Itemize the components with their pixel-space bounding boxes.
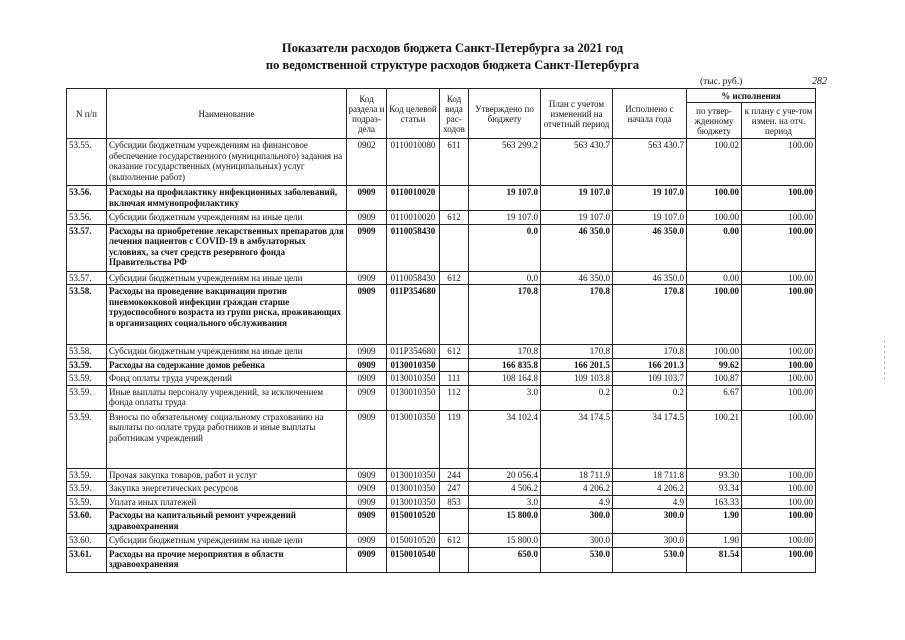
- cell-plan: 563 430.7: [541, 139, 613, 186]
- cell-pct-plan: 100.00: [742, 410, 816, 468]
- cell-pct-plan: 100.00: [742, 534, 816, 548]
- cell-statya: 0130010350: [387, 495, 440, 509]
- cell-plan: 46 350.0: [541, 224, 613, 271]
- cell-num: 53.56.: [67, 211, 107, 225]
- cell-num: 53.59.: [67, 410, 107, 468]
- cell-pct-approved: 93.30: [687, 468, 742, 482]
- cell-vid: [440, 186, 469, 211]
- cell-razdel: 0909: [347, 186, 387, 211]
- cell-executed: 0.2: [613, 385, 687, 410]
- cell-vid: 612: [440, 271, 469, 285]
- cell-executed: 109 103.7: [613, 372, 687, 386]
- page-number: 282: [812, 76, 827, 87]
- cell-executed: 18 711.8: [613, 468, 687, 482]
- cell-pct-approved: 0.00: [687, 224, 742, 271]
- cell-name: Субсидии бюджетным учреждениям на иные цели: [107, 534, 347, 548]
- cell-plan: 166 201.5: [541, 358, 613, 372]
- cell-pct-approved: 100.87: [687, 372, 742, 386]
- cell-name: Расходы на профилактику инфекционных заболеваний, включая иммунопрофилактику: [107, 186, 347, 211]
- cell-num: 53.56.: [67, 186, 107, 211]
- table-row: [67, 271, 816, 285]
- cell-plan: 530.0: [541, 547, 613, 572]
- table-row: [67, 211, 816, 225]
- cell-name: Уплата иных платежей: [107, 495, 347, 509]
- cell-vid: 111: [440, 372, 469, 386]
- cell-executed: 19 107.0: [613, 186, 687, 211]
- table-row: [67, 468, 816, 482]
- cell-vid: 112: [440, 385, 469, 410]
- cell-statya: 0150010520: [387, 509, 440, 534]
- cell-pct-plan: 100.00: [742, 482, 816, 496]
- cell-statya: 0150010540: [387, 547, 440, 572]
- cell-pct-plan: 100.00: [742, 186, 816, 211]
- cell-plan: 300.0: [541, 534, 613, 548]
- cell-razdel: 0909: [347, 468, 387, 482]
- cell-plan: 4 206.2: [541, 482, 613, 496]
- header-name: Наименование: [107, 89, 347, 139]
- cell-executed: 46 350.0: [613, 224, 687, 271]
- table-row: [67, 139, 816, 186]
- table-row: [67, 285, 816, 345]
- cell-executed: 4.9: [613, 495, 687, 509]
- cell-name: Расходы на приобретение лекарственных препаратов для лечения пациентов с COVID-19 в амбулаторных условиях, за счет средств резервного фонда Правительства РФ: [107, 224, 347, 271]
- cell-razdel: 0909: [347, 285, 387, 345]
- cell-pct-approved: 100.00: [687, 211, 742, 225]
- cell-approved: 166 835.8: [469, 358, 541, 372]
- document-title-line-1: Показатели расходов бюджета Санкт-Петербурга за 2021 год: [281, 41, 624, 55]
- cell-approved: 34 102.4: [469, 410, 541, 468]
- cell-name: Субсидии бюджетным учреждениям на финансовое обеспечение государственного (муниципального) задания на оказание государственных (муниципальных) услуг (выполнение работ): [107, 139, 347, 186]
- cell-executed: 34 174.5: [613, 410, 687, 468]
- cell-vid: [440, 224, 469, 271]
- cell-num: 53.61.: [67, 547, 107, 572]
- cell-razdel: 0909: [347, 410, 387, 468]
- cell-pct-plan: 100.00: [742, 224, 816, 271]
- table-row: [67, 509, 816, 534]
- cell-pct-approved: 1.90: [687, 509, 742, 534]
- cell-approved: 650.0: [469, 547, 541, 572]
- cell-razdel: 0909: [347, 358, 387, 372]
- cell-num: 53.57.: [67, 224, 107, 271]
- cell-razdel: 0909: [347, 534, 387, 548]
- cell-executed: 170.8: [613, 285, 687, 345]
- cell-statya: 011P354680: [387, 285, 440, 345]
- cell-plan: 170.8: [541, 345, 613, 359]
- cell-approved: 0.0: [469, 224, 541, 271]
- cell-name: Расходы на проведение вакцинации против пневмококковой инфекции граждан старше трудоспособного возраста из групп риска, проживающих в организациях социального обслуживания: [107, 285, 347, 345]
- cell-approved: 20 056.4: [469, 468, 541, 482]
- cell-executed: 300.0: [613, 509, 687, 534]
- table-row: [67, 358, 816, 372]
- cell-vid: 611: [440, 139, 469, 186]
- header-executed: Исполнено с начала года: [613, 89, 687, 139]
- cell-name: Расходы на прочие мероприятия в области здравоохранения: [107, 547, 347, 572]
- table-row: [67, 385, 816, 410]
- cell-pct-approved: 100.21: [687, 410, 742, 468]
- cell-razdel: 0909: [347, 495, 387, 509]
- cell-approved: 0.0: [469, 271, 541, 285]
- table-row: [67, 534, 816, 548]
- cell-approved: 15 800.0: [469, 534, 541, 548]
- cell-statya: 0150010520: [387, 534, 440, 548]
- cell-vid: 853: [440, 495, 469, 509]
- cell-pct-approved: 1.90: [687, 534, 742, 548]
- cell-num: 53.55.: [67, 139, 107, 186]
- cell-executed: 170.8: [613, 345, 687, 359]
- cell-executed: 530.0: [613, 547, 687, 572]
- cell-num: 53.59.: [67, 358, 107, 372]
- cell-name: Субсидии бюджетным учреждениям на иные цели: [107, 345, 347, 359]
- cell-pct-plan: 100.00: [742, 271, 816, 285]
- cell-approved: 170.8: [469, 285, 541, 345]
- cell-plan: 19 107.0: [541, 186, 613, 211]
- cell-name: Расходы на капитальный ремонт учреждений здравоохранения: [107, 509, 347, 534]
- budget-table: [66, 88, 816, 573]
- header-pct-group: % исполнения: [687, 89, 816, 103]
- cell-plan: 170.8: [541, 285, 613, 345]
- cell-pct-plan: 100.00: [742, 139, 816, 186]
- cell-num: 53.58.: [67, 285, 107, 345]
- cell-statya: 0110058430: [387, 224, 440, 271]
- cell-pct-approved: 0.00: [687, 271, 742, 285]
- cell-pct-plan: 100.00: [742, 509, 816, 534]
- cell-pct-plan: 100.00: [742, 495, 816, 509]
- cell-approved: 108 164.8: [469, 372, 541, 386]
- cell-approved: 3.0: [469, 495, 541, 509]
- cell-razdel: 0909: [347, 372, 387, 386]
- table-row: [67, 345, 816, 359]
- cell-name: Субсидии бюджетным учреждениям на иные цели: [107, 271, 347, 285]
- cell-vid: 247: [440, 482, 469, 496]
- cell-plan: 4.9: [541, 495, 613, 509]
- table-row: [67, 186, 816, 211]
- units-label: (тыс. руб.): [700, 77, 743, 87]
- cell-razdel: 0909: [347, 509, 387, 534]
- cell-pct-plan: 100.00: [742, 468, 816, 482]
- cell-pct-approved: 81.54: [687, 547, 742, 572]
- cell-pct-approved: 93.34: [687, 482, 742, 496]
- cell-razdel: 0909: [347, 224, 387, 271]
- cell-approved: 170.8: [469, 345, 541, 359]
- cell-plan: 300.0: [541, 509, 613, 534]
- cell-approved: 19 107.0: [469, 211, 541, 225]
- cell-executed: 4 206.2: [613, 482, 687, 496]
- cell-razdel: 0909: [347, 345, 387, 359]
- cell-statya: 011P354680: [387, 345, 440, 359]
- cell-executed: 19 107.0: [613, 211, 687, 225]
- cell-pct-approved: 100.02: [687, 139, 742, 186]
- cell-approved: 15 800.0: [469, 509, 541, 534]
- cell-statya: 0110010080: [387, 139, 440, 186]
- table-row: [67, 547, 816, 572]
- cell-num: 53.59.: [67, 482, 107, 496]
- header-statya: Код целевой статьи: [387, 89, 440, 139]
- cell-pct-plan: 100.00: [742, 211, 816, 225]
- cell-vid: [440, 547, 469, 572]
- cell-name: Прочая закупка товаров, работ и услуг: [107, 468, 347, 482]
- cell-executed: 300.0: [613, 534, 687, 548]
- cell-vid: [440, 509, 469, 534]
- cell-statya: 0130010350: [387, 482, 440, 496]
- cell-statya: 0130010350: [387, 385, 440, 410]
- cell-pct-approved: 100.00: [687, 186, 742, 211]
- cell-pct-plan: 100.00: [742, 345, 816, 359]
- cell-name: Субсидии бюджетным учреждениям на иные цели: [107, 211, 347, 225]
- header-approved: Утверждено по бюджету: [469, 89, 541, 139]
- cell-plan: 0.2: [541, 385, 613, 410]
- cell-executed: 166 201.3: [613, 358, 687, 372]
- cell-statya: 0110010020: [387, 211, 440, 225]
- cell-statya: 0130010350: [387, 468, 440, 482]
- cell-num: 53.59.: [67, 385, 107, 410]
- cell-vid: 119: [440, 410, 469, 468]
- cell-plan: 18 711.9: [541, 468, 613, 482]
- cell-vid: 612: [440, 345, 469, 359]
- cell-statya: 0130010350: [387, 358, 440, 372]
- header-vid: Код вида рас-ходов: [440, 89, 469, 139]
- cell-razdel: 0909: [347, 385, 387, 410]
- cell-num: 53.60.: [67, 509, 107, 534]
- cell-vid: [440, 285, 469, 345]
- cell-razdel: 0909: [347, 547, 387, 572]
- cell-approved: 563 299.2: [469, 139, 541, 186]
- cell-statya: 0110058430: [387, 271, 440, 285]
- cell-pct-plan: 100.00: [742, 372, 816, 386]
- cell-pct-plan: 100.00: [742, 547, 816, 572]
- document-title-line-2: по ведомственной структуре расходов бюджета Санкт-Петербурга: [265, 58, 640, 72]
- cell-plan: 34 174.5: [541, 410, 613, 468]
- cell-pct-approved: 100.00: [687, 345, 742, 359]
- cell-razdel: 0909: [347, 482, 387, 496]
- cell-name: Закупка энергетических ресурсов: [107, 482, 347, 496]
- cell-pct-plan: 100.00: [742, 358, 816, 372]
- table-row: [67, 224, 816, 271]
- cell-razdel: 0909: [347, 211, 387, 225]
- table-row: [67, 482, 816, 496]
- cell-vid: 612: [440, 211, 469, 225]
- cell-razdel: 0902: [347, 139, 387, 186]
- cell-approved: 4 506.2: [469, 482, 541, 496]
- cell-pct-approved: 163.33: [687, 495, 742, 509]
- cell-vid: [440, 358, 469, 372]
- cell-pct-approved: 99.62: [687, 358, 742, 372]
- cell-plan: 46 350.0: [541, 271, 613, 285]
- cell-pct-approved: 6.67: [687, 385, 742, 410]
- cell-statya: 0130010350: [387, 410, 440, 468]
- cell-name: Расходы на содержание домов ребенка: [107, 358, 347, 372]
- header-razdel: Код раздела и подраз-дела: [347, 89, 387, 139]
- cell-num: 53.57.: [67, 271, 107, 285]
- header-pct-plan: к плану с уче-том измен. на отч. период: [742, 103, 816, 139]
- cell-pct-plan: 100.00: [742, 285, 816, 345]
- header-pct-approved: по утвер-жденному бюджету: [687, 103, 742, 139]
- cell-approved: 19 107.0: [469, 186, 541, 211]
- cell-num: 53.60.: [67, 534, 107, 548]
- cell-name: Взносы по обязательному социальному страхованию на выплаты по оплате труда работников и иные выплаты работникам учреждений: [107, 410, 347, 468]
- cell-statya: 0130010350: [387, 372, 440, 386]
- header-plan: План с учетом изменений на отчетный период: [541, 89, 613, 139]
- cell-num: 53.59.: [67, 468, 107, 482]
- cell-plan: 109 103.8: [541, 372, 613, 386]
- cell-plan: 19 107.0: [541, 211, 613, 225]
- cell-pct-plan: 100.00: [742, 385, 816, 410]
- scan-margin-mark: [884, 340, 889, 380]
- cell-pct-approved: 100.00: [687, 285, 742, 345]
- cell-approved: 3.0: [469, 385, 541, 410]
- table-row: [67, 372, 816, 386]
- table-row: [67, 495, 816, 509]
- cell-name: Фонд оплаты труда учреждений: [107, 372, 347, 386]
- cell-razdel: 0909: [347, 271, 387, 285]
- cell-num: 53.59.: [67, 372, 107, 386]
- table-row: [67, 410, 816, 468]
- cell-executed: 563 430.7: [613, 139, 687, 186]
- cell-statya: 0110010020: [387, 186, 440, 211]
- header-num: N п/п: [67, 89, 107, 139]
- cell-name: Иные выплаты персоналу учреждений, за исключением фонда оплаты труда: [107, 385, 347, 410]
- cell-vid: 244: [440, 468, 469, 482]
- cell-executed: 46 350.0: [613, 271, 687, 285]
- cell-vid: 612: [440, 534, 469, 548]
- cell-num: 53.59.: [67, 495, 107, 509]
- cell-num: 53.58.: [67, 345, 107, 359]
